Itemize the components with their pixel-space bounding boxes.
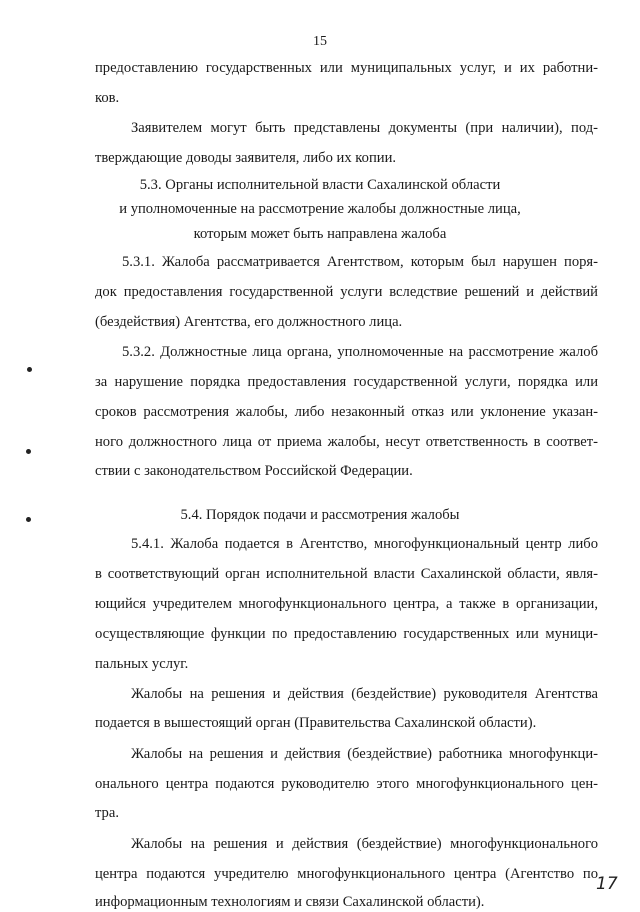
text-line: ного должностного лица от приема жалобы, несут ответственность в соответ- bbox=[95, 434, 598, 450]
text-line: (бездействия) Агентства, его должностного лица. bbox=[95, 314, 403, 330]
text-line: осуществляющие функции по предоставлению государственных или муници- bbox=[95, 626, 598, 642]
section-heading: 5.3. Органы исполнительной власти Сахалинской области bbox=[139, 177, 501, 193]
text-line: Жалобы на решения и действия (бездействие) многофункционального bbox=[131, 836, 598, 852]
punch-hole-mark bbox=[26, 449, 31, 454]
section-heading: 5.4. Порядок подачи и рассмотрения жалобы bbox=[180, 507, 460, 523]
text-line: тверждающие доводы заявителя, либо их копии. bbox=[95, 150, 397, 166]
section-heading: и уполномоченные на рассмотрение жалобы должностные лица, bbox=[119, 201, 521, 217]
text-line: Жалобы на решения и действия (бездействие) руководителя Агентства bbox=[131, 686, 598, 702]
text-line: в соответствующий орган исполнительной власти Сахалинской области, явля- bbox=[95, 566, 598, 582]
text-line: 5.4.1. Жалоба подается в Агентство, многофункциональный центр либо bbox=[131, 536, 598, 552]
handwritten-page-mark: 17 bbox=[596, 874, 618, 894]
text-line: 5.3.2. Должностные лица органа, уполномоченные на рассмотрение жалоб bbox=[122, 344, 598, 360]
punch-hole-mark bbox=[27, 367, 32, 372]
punch-hole-mark bbox=[26, 517, 31, 522]
text-line: ков. bbox=[95, 90, 120, 106]
text-line: тра. bbox=[95, 805, 119, 821]
text-line: подается в вышестоящий орган (Правительства Сахалинской области). bbox=[95, 715, 537, 731]
text-line: док предоставления государственной услуги вследствие решений и действий bbox=[95, 284, 598, 300]
text-line: ствии с законодательством Российской Федерации. bbox=[95, 463, 413, 479]
text-line: сроков рассмотрения жалобы, либо незаконный отказ или уклонение указан- bbox=[95, 404, 598, 420]
text-line: ющийся учредителем многофункционального центра, а также в организации, bbox=[95, 596, 598, 612]
text-line: 5.3.1. Жалоба рассматривается Агентством, которым был нарушен поря- bbox=[122, 254, 598, 270]
text-line: онального центра подаются руководителю этого многофункционального цен- bbox=[95, 776, 598, 792]
text-line: Жалобы на решения и действия (бездействие) работника многофункци- bbox=[131, 746, 598, 762]
text-line: информационным технологиям и связи Сахалинской области). bbox=[95, 894, 485, 910]
text-line: Заявителем могут быть представлены документы (при наличии), под- bbox=[131, 120, 598, 136]
page-number: 15 bbox=[313, 34, 327, 49]
text-line: за нарушение порядка предоставления государственной услуги, порядка или bbox=[95, 374, 598, 390]
text-line: предоставлению государственных или муниципальных услуг, и их работни- bbox=[95, 60, 598, 76]
text-line: центра подаются учредителю многофункционального центра (Агентство по bbox=[95, 866, 598, 882]
section-heading: которым может быть направлена жалоба bbox=[193, 226, 447, 242]
text-line: пальных услуг. bbox=[95, 656, 189, 672]
